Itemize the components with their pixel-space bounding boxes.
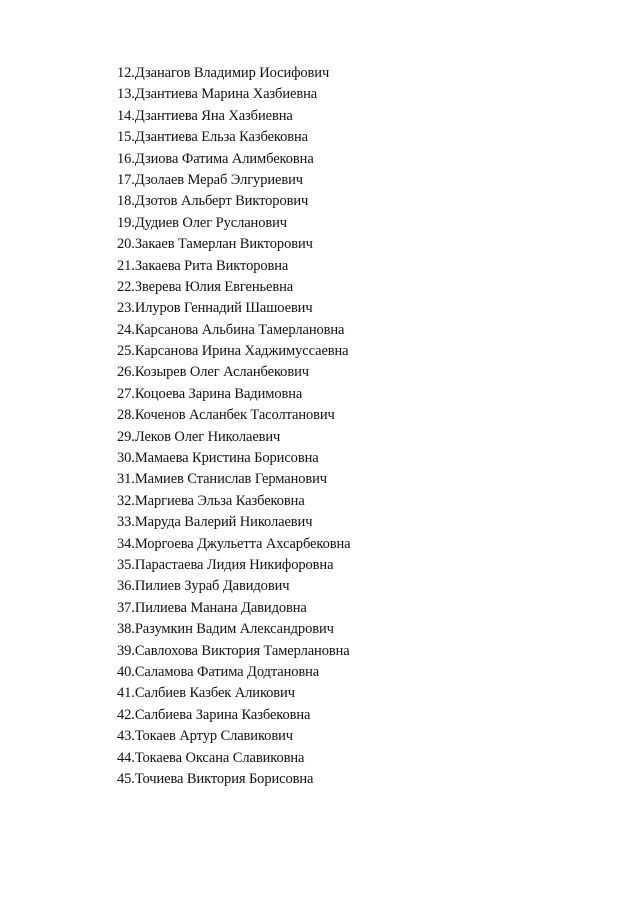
list-item xyxy=(117,213,350,234)
list-item-name: Салбиев Казбек Аликович xyxy=(134,685,295,702)
list-item-number: 25. xyxy=(117,343,135,360)
list-item xyxy=(117,598,350,619)
list-item-name: Маргиева Эльза Казбековна xyxy=(134,492,305,509)
list-item-name: Токаев Артур Славикович xyxy=(134,728,293,745)
list-item-name: Саламова Фатима Додтановна xyxy=(134,663,320,680)
list-item-name: Дзиова Фатима Алимбековна xyxy=(134,150,314,167)
list-item-number: 14. xyxy=(117,107,135,124)
list-item-number: 24. xyxy=(117,321,135,338)
list-item-number: 37. xyxy=(117,599,135,616)
list-item-name: Карсанова Альбина Тамерлановна xyxy=(134,321,345,338)
list-item xyxy=(117,555,350,576)
list-item-number: 35. xyxy=(117,556,135,573)
list-item xyxy=(117,170,350,191)
list-item-number: 21. xyxy=(117,257,135,274)
list-item xyxy=(117,683,350,704)
list-item-name: Дзолаев Мераб Элгуриевич xyxy=(134,171,303,188)
list-item-name: Дзанагов Владимир Иосифович xyxy=(134,65,330,81)
list-item xyxy=(117,127,350,148)
list-item-name: Разумкин Вадим Александрович xyxy=(134,621,334,638)
list-item-number: 12. xyxy=(117,65,135,81)
list-item-number: 23. xyxy=(117,300,135,317)
list-item-name: Дзантиева Ельза Казбековна xyxy=(134,129,309,146)
list-item-name: Токаева Оксана Славиковна xyxy=(134,749,305,766)
list-item xyxy=(117,320,350,341)
list-item-number: 30. xyxy=(117,450,135,467)
list-item-number: 17. xyxy=(117,171,135,188)
list-item-number: 39. xyxy=(117,642,135,659)
list-item-number: 27. xyxy=(117,385,135,402)
list-item xyxy=(117,191,350,212)
list-item xyxy=(117,384,350,405)
list-item-number: 22. xyxy=(117,278,135,295)
list-item xyxy=(117,534,350,555)
list-item xyxy=(117,84,350,105)
list-item-number: 33. xyxy=(117,514,135,531)
list-item-name: Дзантиева Яна Хазбиевна xyxy=(134,107,293,124)
list-item xyxy=(117,298,350,319)
list-item xyxy=(117,341,350,362)
list-item-number: 16. xyxy=(117,150,135,167)
list-item-number: 13. xyxy=(117,86,135,103)
list-item-name: Дзантиева Марина Хазбиевна xyxy=(134,86,318,103)
list-item-number: 41. xyxy=(117,685,135,702)
list-item-name: Пилиев Зураб Давидович xyxy=(134,578,290,595)
list-item-number: 18. xyxy=(117,193,135,210)
list-item xyxy=(117,106,350,127)
list-item-name: Мамаева Кристина Борисовна xyxy=(134,450,319,467)
list-item xyxy=(117,662,350,683)
list-item-number: 19. xyxy=(117,214,135,231)
list-item xyxy=(117,277,350,298)
list-item-number: 29. xyxy=(117,428,135,445)
list-item-name: Савлохова Виктория Тамерлановна xyxy=(134,642,350,659)
list-item xyxy=(117,405,350,426)
list-item-number: 34. xyxy=(117,535,135,552)
list-item xyxy=(117,427,350,448)
list-item-number: 20. xyxy=(117,236,135,253)
list-item-number: 42. xyxy=(117,706,135,723)
list-item-number: 32. xyxy=(117,492,135,509)
list-item-name: Дзотов Альберт Викторович xyxy=(134,193,309,210)
list-item xyxy=(117,705,350,726)
list-item xyxy=(117,619,350,640)
list-item-name: Дудиев Олег Русланович xyxy=(134,214,287,231)
name-list xyxy=(117,63,350,790)
list-item xyxy=(117,448,350,469)
list-item-name: Закаева Рита Викторовна xyxy=(134,257,289,274)
list-item xyxy=(117,512,350,533)
list-item-number: 31. xyxy=(117,471,135,488)
list-item xyxy=(117,576,350,597)
list-item-name: Козырев Олег Асланбекович xyxy=(134,364,309,381)
list-item-number: 45. xyxy=(117,770,135,787)
list-item-number: 44. xyxy=(117,749,135,766)
list-item xyxy=(117,748,350,769)
list-item-name: Моргоева Джульетта Ахсарбековна xyxy=(134,535,351,552)
list-item xyxy=(117,63,350,84)
list-item xyxy=(117,641,350,662)
list-item-number: 40. xyxy=(117,663,135,680)
list-item-name: Коченов Асланбек Тасолтанович xyxy=(134,407,335,424)
list-item-name: Зверева Юлия Евгеньевна xyxy=(134,278,294,295)
list-item-name: Илуров Геннадий Шашоевич xyxy=(134,300,313,317)
list-item-name: Леков Олег Николаевич xyxy=(134,428,281,445)
list-item-name: Мамиев Станислав Германович xyxy=(134,471,327,488)
list-item-number: 36. xyxy=(117,578,135,595)
list-item xyxy=(117,149,350,170)
list-item-number: 26. xyxy=(117,364,135,381)
list-item-name: Салбиева Зарина Казбековна xyxy=(134,706,311,723)
list-item xyxy=(117,469,350,490)
list-item xyxy=(117,362,350,383)
list-item xyxy=(117,726,350,747)
list-item xyxy=(117,769,350,790)
list-item-name: Карсанова Ирина Хаджимуссаевна xyxy=(134,343,349,360)
list-item-number: 38. xyxy=(117,621,135,638)
list-item-name: Точиева Виктория Борисовна xyxy=(134,770,314,787)
list-item-name: Маруда Валерий Николаевич xyxy=(134,514,313,531)
list-item-name: Закаев Тамерлан Викторович xyxy=(134,236,313,253)
list-item xyxy=(117,256,350,277)
list-item-name: Пилиева Манана Давидовна xyxy=(134,599,307,616)
list-item-number: 15. xyxy=(117,129,135,146)
list-item-name: Парастаева Лидия Никифоровна xyxy=(134,556,334,573)
list-item-number: 28. xyxy=(117,407,135,424)
list-item xyxy=(117,491,350,512)
list-item xyxy=(117,234,350,255)
list-item-number: 43. xyxy=(117,728,135,745)
list-item-name: Коцоева Зарина Вадимовна xyxy=(134,385,303,402)
